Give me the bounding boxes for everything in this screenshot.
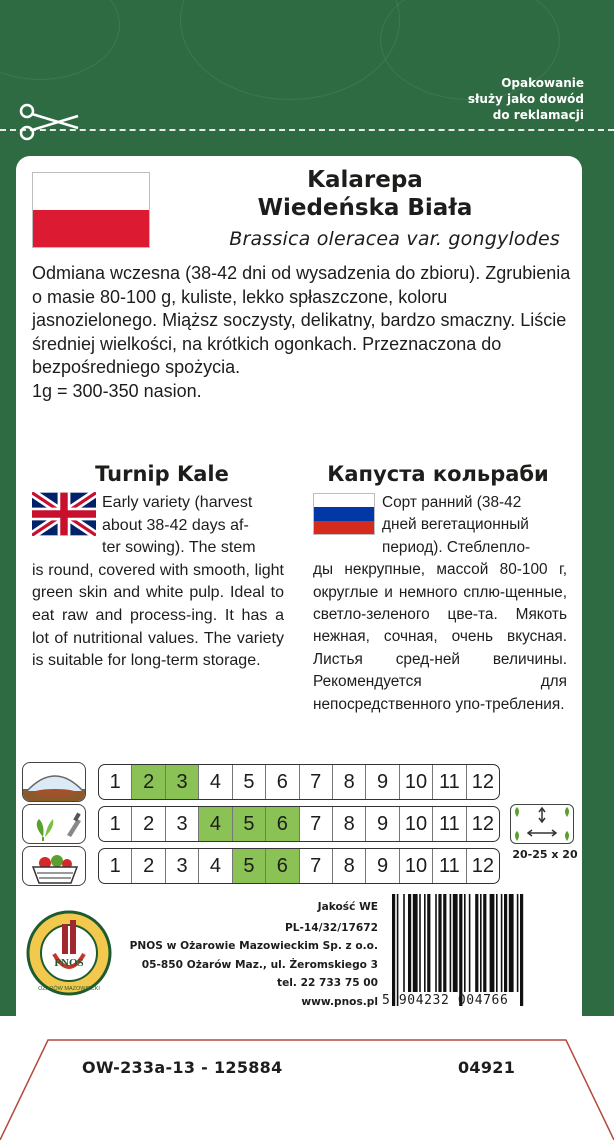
- packet-bottom-flap: [0, 1016, 614, 1140]
- planting-calendar-row: [98, 806, 500, 842]
- month-cell: 5: [233, 849, 266, 883]
- harvest-basket-icon: [22, 846, 86, 886]
- pnos-logo: [26, 910, 112, 996]
- claim-line: do reklamacji: [492, 108, 584, 122]
- month-cell: 8: [333, 807, 366, 841]
- text-line: ter sowing). The stem: [102, 539, 256, 557]
- month-cell: 10: [400, 807, 433, 841]
- scissors-icon: [18, 102, 80, 142]
- month-cell: 2: [132, 807, 165, 841]
- barcode-bar: [496, 894, 498, 992]
- barcode-bar: [453, 894, 458, 992]
- month-cell: 11: [433, 765, 466, 799]
- company-line: tel. 22 733 75 00: [277, 977, 378, 989]
- complaint-notice: [468, 75, 584, 123]
- english-heading: Turnip Kale: [95, 462, 229, 486]
- barcode-bar: [501, 894, 503, 992]
- company-line: www.pnos.pl: [301, 995, 378, 1008]
- month-cell: 3: [166, 807, 199, 841]
- barcode-bar: [450, 894, 452, 992]
- product-code: 04921: [458, 1058, 516, 1077]
- claim-line: służy jako dowód: [467, 92, 584, 106]
- description-text: Odmiana wczesna (38-42 dni od wysadzenia do zbioru). Zgrubienia o masie 80-100 g, kuliste, lekko spłaszczone, koloru jasnozielonego. Miąższ soczysty, delikatny, bardzo smaczny. Liście średniej wielkości, na krótkich ogonkach. Przeznaczona do bezpośredniego spożycia.: [32, 263, 571, 377]
- barcode-bar: [520, 894, 523, 1006]
- logo-ring-text: OŻARÓW MAZOWIECKI: [38, 986, 100, 992]
- barcode-bar: [517, 894, 519, 992]
- text-line: Сорт ранний (38-42: [382, 494, 522, 511]
- month-cell: 9: [366, 849, 399, 883]
- barcode-bar: [438, 894, 441, 992]
- barcode-bar: [483, 894, 486, 992]
- barcode-bar: [408, 894, 411, 992]
- month-cell: 3: [166, 765, 199, 799]
- barcode-bar: [459, 894, 462, 1006]
- month-cell: 8: [333, 849, 366, 883]
- quality-mark: Jakość WE: [317, 901, 378, 913]
- barcode-number: 5 904232 004766: [382, 993, 509, 1008]
- month-cell: 4: [199, 807, 232, 841]
- month-cell: 12: [471, 812, 494, 835]
- text-line: is round, covered with smooth, light green skin and white pulp. Ideal to eat raw and process-ing. It has a lot of nutritional values. The variety is suitable for long-term storage.: [32, 561, 284, 670]
- barcode-bar: [464, 894, 466, 992]
- claim-line: Opakowanie: [501, 76, 584, 90]
- month-cell: 7: [300, 849, 333, 883]
- barcode-bar: [475, 894, 478, 992]
- month-cell: 9: [366, 765, 399, 799]
- sowing-calendar-row: [98, 764, 500, 800]
- barcode-bar: [469, 894, 471, 992]
- company-info: [120, 898, 378, 1011]
- barcode-bar: [443, 894, 446, 992]
- russian-heading: Капуста кольраби: [327, 462, 549, 486]
- lot-number: OW-233a-13 - 125884: [82, 1058, 283, 1077]
- company-line: PL-14/32/17672: [285, 921, 378, 934]
- barcode-bar: [427, 894, 430, 992]
- month-cell: 8: [333, 765, 366, 799]
- russian-description: [313, 492, 567, 716]
- barcode-bar: [424, 894, 426, 992]
- cut-line: [0, 129, 614, 131]
- leaf-pattern: [180, 0, 400, 100]
- title-line: Wiedeńska Biała: [257, 195, 473, 221]
- month-cell: 1: [99, 807, 132, 841]
- leaf-pattern: [0, 0, 120, 80]
- month-cell: 1: [99, 849, 132, 883]
- plant-spacing-icon: [510, 804, 574, 844]
- barcode-bar: [392, 894, 395, 1006]
- fold-line: [0, 1016, 614, 1140]
- greenhouse-icon: [22, 762, 86, 802]
- month-cell: 12: [471, 770, 494, 793]
- barcode-bar: [480, 894, 482, 992]
- latin-name: Brassica oleracea var. gongylodes: [229, 228, 560, 250]
- company-line: 05-850 Ożarów Maz., ul. Żeromskiego 3: [141, 958, 378, 971]
- barcode-bar: [403, 894, 405, 992]
- month-cell: 4: [199, 849, 232, 883]
- month-cell: 11: [433, 849, 466, 883]
- barcode-bar: [504, 894, 507, 992]
- month-cell: 5: [233, 807, 266, 841]
- month-cell: 2: [132, 849, 165, 883]
- month-cell: 6: [266, 849, 299, 883]
- month-cell: 4: [199, 765, 232, 799]
- month-cell: 10: [400, 765, 433, 799]
- product-title: [160, 166, 570, 222]
- month-cell: 7: [300, 765, 333, 799]
- seeds-per-gram: 1g = 300-350 nasion.: [32, 380, 202, 401]
- english-description: [32, 492, 284, 673]
- month-cell: 11: [433, 807, 466, 841]
- polish-description: [32, 262, 572, 403]
- barcode-bar: [397, 894, 399, 1006]
- month-cell: 10: [400, 849, 433, 883]
- harvest-calendar-row: [98, 848, 500, 884]
- text-line: период). Стеблепло-: [382, 538, 531, 556]
- month-cell: 3: [166, 849, 199, 883]
- barcode-bar: [435, 894, 437, 992]
- barcode-bar: [490, 894, 495, 992]
- text-line: about 38-42 days af-: [102, 516, 249, 534]
- plant-spacing-label: 20-25 x 20: [512, 848, 578, 861]
- month-cell: 1: [99, 765, 132, 799]
- text-line: дней вегетационный: [382, 516, 529, 534]
- month-cell: 9: [366, 807, 399, 841]
- month-cell: 2: [132, 765, 165, 799]
- barcode-bar: [413, 894, 418, 992]
- month-cell: 12: [471, 854, 494, 877]
- poland-flag-icon: [32, 172, 150, 248]
- company-line: PNOS w Ożarowie Mazowieckim Sp. z o.o.: [129, 940, 378, 952]
- month-cell: 6: [266, 765, 299, 799]
- text-line: ды некрупные, массой 80-100 г, округлые и немного сплю-щенные, светло-зеленого цве-та. Мякоть нежная, сочная, очень вкусная. Листья сред-ней величины. Рекомендуется для непосредственного упо-требления.: [313, 561, 567, 713]
- month-cell: 5: [233, 765, 266, 799]
- logo-text: PNOS: [54, 957, 84, 969]
- text-line: Early variety (harvest: [102, 494, 253, 511]
- barcode-bar: [419, 894, 421, 992]
- title-line: Kalarepa: [307, 167, 423, 193]
- month-cell: 7: [300, 807, 333, 841]
- barcode-bar: [509, 894, 514, 992]
- seedling-trowel-icon: [22, 804, 86, 844]
- month-cell: 6: [266, 807, 299, 841]
